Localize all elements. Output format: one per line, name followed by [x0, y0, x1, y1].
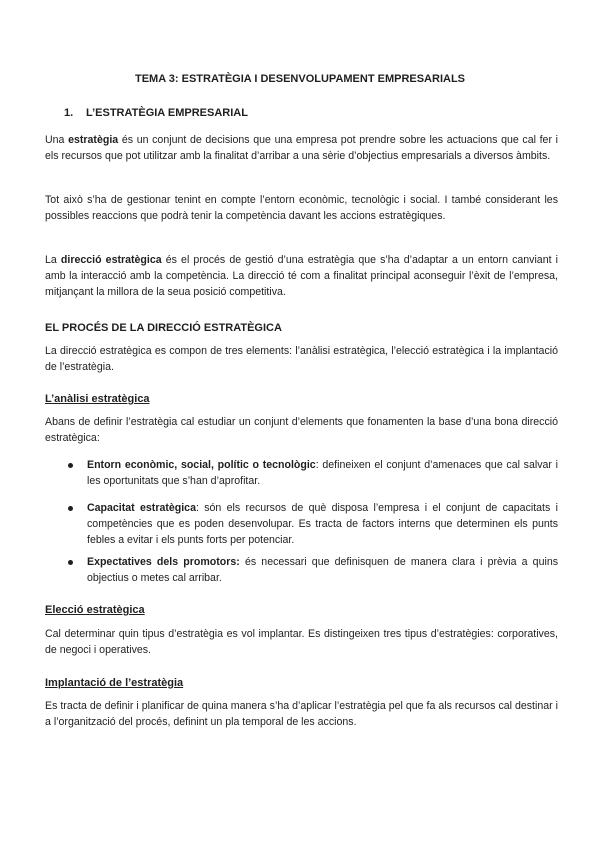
p3-post: és el procés de gestió d’una estratègia que s’ha d’adaptar a un entorn canviant i amb la interacció amb la competència. La direcció té com a finalitat principal aconseguir l’èxit de l’empresa, mitjançant la millora de la seua posició competitiva. — [45, 254, 559, 298]
bullet-item — [87, 554, 558, 586]
bullet-bold: Expectatives dels promotors: — [87, 556, 240, 568]
subheading-analisi: L’anàlisi estratègica — [45, 393, 150, 405]
subheading-proces: EL PROCÉS DE LA DIRECCIÓ ESTRATÈGICA — [45, 322, 282, 334]
paragraph-eleccio: Cal determinar quin tipus d’estratègia es vol implantar. Es distingeixen tres tipus d’estratègies: corporatives, de negoci i operatives. — [45, 628, 558, 656]
bullet-bold: Capacitat estratègica — [87, 502, 196, 514]
subheading-eleccio: Elecció estratègica — [45, 604, 145, 616]
subheading-implantacio: Implantació de l’estratègia — [45, 677, 184, 689]
bullet-item — [87, 457, 558, 489]
p3-pre: La — [45, 254, 61, 266]
p1-pre: Una — [45, 134, 69, 146]
paragraph-direccio — [45, 252, 558, 300]
paragraph-entorn: Tot això s’ha de gestionar tenint en compte l’entorn econòmic, tecnològic i social. I també considerant les possibles reaccions que podrà tenir la competència davant les accions estratègiques. — [45, 194, 558, 222]
section-number: 1. — [64, 107, 74, 119]
section-heading — [64, 105, 248, 121]
document-title: TEMA 3: ESTRATÈGIA I DESENVOLUPAMENT EMPRESARIALS — [134, 73, 466, 85]
p3-bold: direcció estratègica — [60, 254, 162, 266]
paragraph-implantacio: Es tracta de definir i planificar de quina manera s’ha d’aplicar l’estratègia pel que fa als recursos cal destinar i a l’organització del procés, definint un pla temporal de les accions. — [45, 700, 558, 728]
bullet-dot-icon — [68, 560, 73, 565]
section-heading-text: L’ESTRATÈGIA EMPRESARIAL — [86, 107, 248, 119]
bullet-bold: Entorn econòmic, social, polític o tecnològic — [87, 459, 316, 471]
bullet-text: : defineixen el conjunt d’amenaces que cal salvar i les oportunitats que s’han d’aprofitar. — [87, 459, 558, 487]
paragraph-analisi: Abans de definir l’estratègia cal estudiar un conjunt d’elements que fonamenten la base d’una bona direcció estratègica: — [45, 416, 558, 444]
bullet-dot-icon — [68, 506, 73, 511]
paragraph-estrategia — [45, 132, 558, 164]
bullet-text: és necessari que definisquen de manera clara i prèvia a quins objectius o metes cal arribar. — [87, 556, 559, 584]
bullet-text: : són els recursos de què disposa l’empresa i el conjunt de capacitats i competències que es poden desenvolupar. Es tracta de factors interns que determinen els punts febles a evitar i els punts forts per potenciar. — [87, 502, 558, 546]
p1-post: és un conjunt de decisions que una empresa pot prendre sobre les actuacions que cal fer i els recursos que pot utilitzar amb la finalitat d’arribar a una sèrie d’objectius empresarials a diversos àmbits. — [45, 134, 558, 162]
bullet-item — [87, 500, 558, 548]
bullet-dot-icon — [68, 463, 73, 468]
paragraph-elements: La direcció estratègica es compon de tres elements: l’anàlisi estratègica, l’elecció estratègica i la implantació de l’estratègia. — [45, 345, 558, 373]
p1-bold: estratègia — [68, 134, 119, 146]
